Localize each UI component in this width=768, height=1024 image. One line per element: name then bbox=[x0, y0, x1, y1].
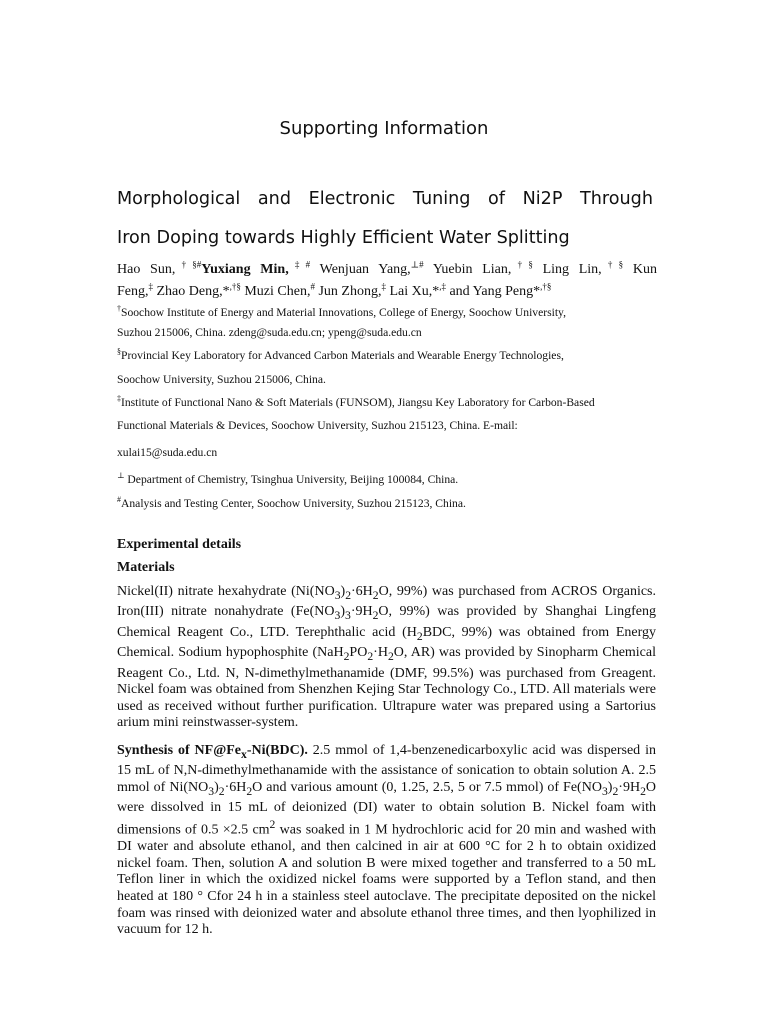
experimental-details-heading: Experimental details bbox=[117, 537, 242, 552]
affiliation-text: Soochow Institute of Energy and Material Innovations, College of Energy, Soochow University, bbox=[121, 306, 566, 319]
author-line-2 bbox=[117, 281, 657, 303]
affiliation-funsom-email: xulai15@suda.edu.cn bbox=[117, 446, 218, 459]
synthesis-paragraph: Synthesis of $NF@Fe_x-Ni(BDC)$. 2.5 mmol of 1,4-benzenedicarboxylic acid was dispersed in 15 mL of N,N-dimethylmethanamide with the assistance of sonication to obtain solution A. 2.5 mmol of $Ni(NO_3)_2\cdot 6H_2O$ and various amount (0, 1.25, 2.5, 5 or 7.5 mmol) of $Fe(NO_3)_2\cdot 9H_2O$ were dissolved in 15 mL of deionized (DI) water to obtain solution B. Nickel foam with dimensions of 0.5 ×2.5 $cm^2$ was soaked in 1 M hydrochloric acid for 20 min and washed with DI water and absolute ethanol, and then calcined in air at 600 °C for 2 h to obtain oxidized nickel foam. Then, solution A and solution B were mixed together and transferred to a 50 mL Teflon liner in which the oxidized nickel foams were supported by a Teflon stand, and then heated at 180 ° Cfor 24 h in a stainless steel autoclave. The precipitate deposited on the nickel foam was rinsed with deionized water and absolute ethanol three times, and then lyophilized in vacuum for 12 h. bbox=[117, 743, 657, 938]
author-name: Lai Xu,* bbox=[385, 284, 440, 299]
author-affiliation-marker: †§ bbox=[601, 259, 624, 270]
author-name: Muzi Chen, bbox=[240, 284, 311, 299]
paper-title-line-1: Morphological and Electronic Tuning of Ni2P Through bbox=[117, 189, 653, 209]
affiliation-funsom-line-2: Functional Materials & Devices, Soochow University, Suzhou 215123, China. E-mail: bbox=[117, 419, 518, 432]
author-affiliation-marker: ,†§ bbox=[229, 281, 241, 292]
affiliation-soochow-line-1 bbox=[117, 306, 566, 320]
supporting-information-heading: Supporting Information bbox=[279, 118, 489, 139]
affiliation-text: Institute of Functional Nano & Soft Materials (FUNSOM), Jiangsu Key Laboratory for Carbon-Based bbox=[121, 396, 595, 409]
affiliation-marker: ⊥ bbox=[117, 471, 125, 481]
affiliation-text: Provincial Key Laboratory for Advanced Carbon Materials and Wearable Energy Technologies, bbox=[121, 349, 564, 362]
author-affiliation-marker: †§# bbox=[175, 259, 202, 270]
materials-paragraph: Nickel(II) nitrate hexahydrate ($Ni(NO_3)_2\cdot 6H_2O$, 99%) was purchased from ACROS Organics. Iron(III) nitrate nonahydrate ($Fe(NO_3)_3\cdot 9H_2O$, 99%) was provided by Shanghai Lingfeng Chemical Reagent Co., LTD. Terephthalic acid ($H_2BDC$, 99%) was obtained from Energy Chemical. Sodium hypophosphite ($NaH_2PO_2\cdot H_2O$, AR) was provided by Sinopharm Chemical Reagent Co., Ltd. N, N-dimethylmethanamide (DMF, 99.5%) was purchased from Greagent. Nickel foam was obtained from Shenzhen Kejing Star Technology Co., LTD. All materials were used as received without further purification. Ultrapure water was prepared using a Sartorius arium mini reinstwasser-system. bbox=[117, 584, 656, 731]
affiliation-marker: ‡ bbox=[117, 394, 121, 404]
paper-title-line-2: Iron Doping towards Highly Efficient Water Splitting bbox=[117, 228, 570, 248]
author-affiliation-marker: ‡ bbox=[381, 281, 386, 292]
author-affiliation-marker: ‡# bbox=[288, 259, 311, 270]
affiliation-provincial-line-2: Soochow University, Suzhou 215006, China. bbox=[117, 373, 326, 386]
author-affiliation-marker: ,‡ bbox=[439, 281, 446, 292]
affiliation-tsinghua bbox=[117, 473, 458, 487]
author-name: Wenjuan Yang, bbox=[310, 262, 411, 277]
author-name: Yuebin Lian, bbox=[423, 262, 512, 277]
author-affiliation-marker: ,†§ bbox=[540, 281, 552, 292]
materials-heading: Materials bbox=[117, 560, 175, 575]
author-name: Zhao Deng,* bbox=[153, 284, 230, 299]
paper-title bbox=[117, 180, 653, 258]
author-affiliation-marker: †§ bbox=[511, 259, 533, 270]
author-name: Jun Zhong, bbox=[314, 284, 382, 299]
affiliation-provincial-line-1 bbox=[117, 349, 564, 363]
author-line-1 bbox=[117, 259, 657, 281]
author-affiliation-marker: ⊥# bbox=[410, 259, 424, 270]
affiliation-text: Department of Chemistry, Tsinghua University, Beijing 100084, China. bbox=[124, 473, 459, 486]
affiliation-soochow-line-2: Suzhou 215006, China. zdeng@suda.edu.cn; ypeng@suda.edu.cn bbox=[117, 326, 422, 339]
affiliation-marker: § bbox=[117, 347, 121, 357]
affiliation-funsom-line-1 bbox=[117, 396, 595, 410]
author-list bbox=[117, 259, 657, 303]
affiliation-analysis bbox=[117, 497, 466, 511]
author-affiliation-marker: # bbox=[310, 281, 315, 292]
author-affiliation-marker: ‡ bbox=[148, 281, 153, 292]
author-name: Kun bbox=[623, 262, 657, 277]
author-name: Yuxiang Min, bbox=[201, 262, 289, 277]
affiliation-marker: # bbox=[117, 495, 121, 505]
author-name: and Yang Peng* bbox=[445, 284, 541, 299]
author-name: Ling Lin, bbox=[532, 262, 602, 277]
author-name: Hao Sun, bbox=[117, 262, 176, 277]
affiliation-marker: † bbox=[117, 304, 121, 314]
author-name: Feng, bbox=[117, 284, 149, 299]
affiliation-text: Analysis and Testing Center, Soochow University, Suzhou 215123, China. bbox=[121, 497, 466, 510]
